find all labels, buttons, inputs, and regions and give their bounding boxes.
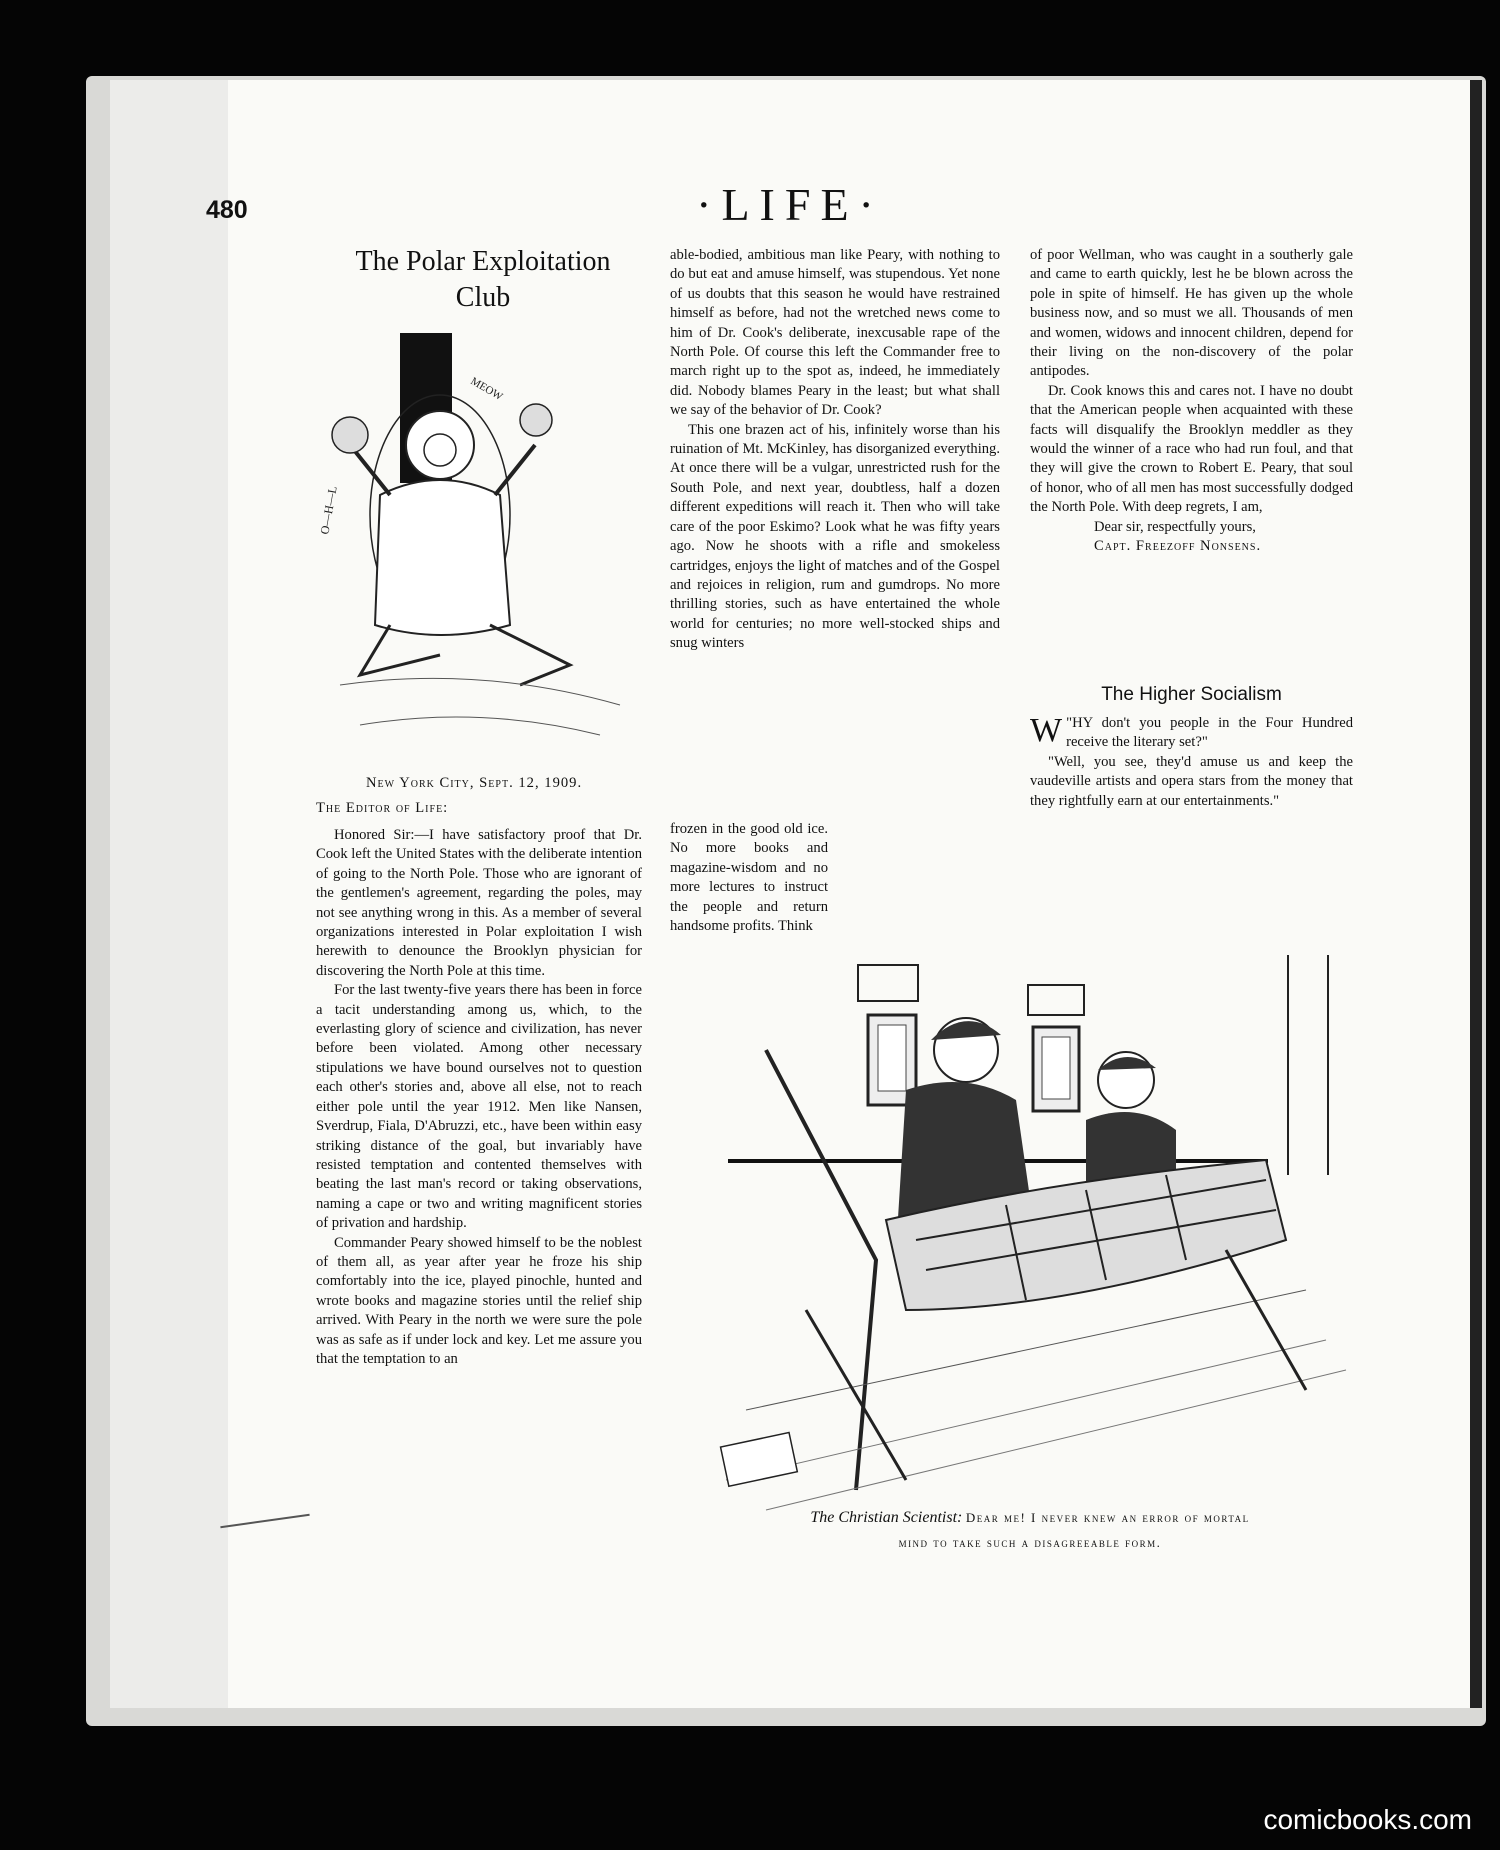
article-paragraph: For the last twenty-five years there has been in force a tacit understanding among us, which, to the everlasting glory of science and civilization, has never before been violated. Among other necessary stipulations we have bound ourselves not to question each other's stories and, above all else, not to reach either pole until the year 1912. Men like Nansen, Sverdrup, Fiala, D'Abruzzi, etc., have been within easy striking distance of the goal, but invariably have resisted temptation and contented themselves with beating the last man's record or taking observations, naming a cape or two and writing magnificent stories of privation and hardship. [316,982,642,1232]
article-paragraph: of poor Wellman, who was caught in a southerly gale and came to earth quickly, lest he be blown across the pole in spite of himself. He has given up the whole business now, and so must we all. Thousands of men and women, widows and innocent children, depend for their living on the non-discovery of the polar antipodes. [1030,247,1353,380]
dateline: New York City, Sept. 12, 1909. [366,775,583,791]
page-edge [1470,80,1482,1708]
caption-line1 [690,1506,1370,1531]
article-column-right [1030,246,1353,557]
article-title-line2: Club [455,282,511,313]
caption-text-line1: Dear me! I never knew an error of mortal [965,1510,1250,1525]
caption-text-line2: mind to take such a disagreeable form. [898,1535,1162,1550]
socialism-answer: "Well, you see, they'd amuse us and keep the vaudeville artists and opera stars from the money that they rightfully earn at our entertainments." [1030,753,1353,809]
letter-closing: Dear sir, respectfully yours, [1094,518,1256,535]
eskimo-cartoon-illustration [317,325,650,765]
article-title-line1: The Polar Exploitation [355,246,611,277]
socialism-question-text: HY don't you people in the Four Hundred receive the literary set?" [1066,715,1353,751]
article-paragraph: Dr. Cook knows this and cares not. I have no doubt that the American people when acquainted with these facts will disqualify the Brooklyn meddler as they would the winner of a race who had run foul, and that they will give the crown to Robert E. Peary, that soul of honor, who of all men has most successfully dodged the North Pole. With deep regrets, I am, [1030,382,1353,516]
open-quote: " [1066,715,1073,731]
article-paragraph: frozen in the good old ice. No more books and magazine-wisdom and no more lectures to instruct the people and return handsome profits. Think [670,821,828,935]
caption-speaker: The Christian Scientist: [810,1509,963,1526]
section-title: The Higher Socialism [1101,684,1282,705]
cartoon-caption [690,1506,1370,1555]
article-paragraph: This one brazen act of his, infinitely worse than his ruination of Mt. McKinley, has disorganized everything. At once there will be a vulgar, unrestricted rush for the South Pole, and next year, doubtless, half a dozen different expeditions will reach it. Then who will take care of the poor Eskimo? Look what he was fifty years ago. Now he shoots with a rifle and smokeless cartridges, enjoys the light of matches and of the Gospel and rejoices in religion, rum and gumdrops. No more thrilling stories, such as have entertained the whole world for centuries; no more well-stocked ships and snug winters [670,421,1000,652]
article-column-middle [670,246,1000,654]
article-paragraph: Honored Sir:—I have satisfactory proof that Dr. Cook left the United States with the deliberate intention of going to the North Pole. Those who are ignorant of the gentlemen's agreement, regarding the poles, may not see anything wrong in this. As a member of several organizations interested in Polar exploitation I wish herewith to denounce the Brooklyn physician for discovering the North Pole at this time. [316,827,642,979]
letter-signature: Capt. Freezoff Nonsens. [1094,538,1262,555]
article-title [322,244,644,316]
deck-chairs-cartoon-illustration [706,1010,1372,1510]
page-number: 480 [206,196,248,224]
watermark: comicbooks.com [1263,1804,1472,1835]
socialism-text [1030,714,1353,811]
binding-margin [110,80,228,1708]
masthead: ·LIFE· [696,179,884,230]
salutation: The Editor of Life: [316,800,449,816]
cartoon-word-oh: O—H—L [317,485,340,536]
socialism-question [1030,714,1353,753]
article-paragraph: Commander Peary showed himself to be the noblest of them all, as year after year he froze his ship comfortably into the ice, played pinochle, hunted and wrote books and magazine stories until the relief ship arrived. With Peary in the north we were sure the pole was as safe as if under lock and key. Let me assure you that the temptation to an [316,1234,642,1367]
cartoon-word-meow: MEOW [468,375,505,404]
article-paragraph: able-bodied, ambitious man like Peary, with nothing to do but eat and amuse himself, was stupendous. Yet none of us doubts that this season he would have restrained himself as before, had not the wretched news come to him of Dr. Cook's deliberate, inexcusable rape of the North Pole. Of course this left the Commander free to march right up to the spot as, indeed, he immediately did. Nobody blames Peary in the least; but what shall we say of the behavior of Dr. Cook? [670,247,1000,419]
drop-cap: W [1030,712,1063,749]
article-column-left [316,826,642,1369]
